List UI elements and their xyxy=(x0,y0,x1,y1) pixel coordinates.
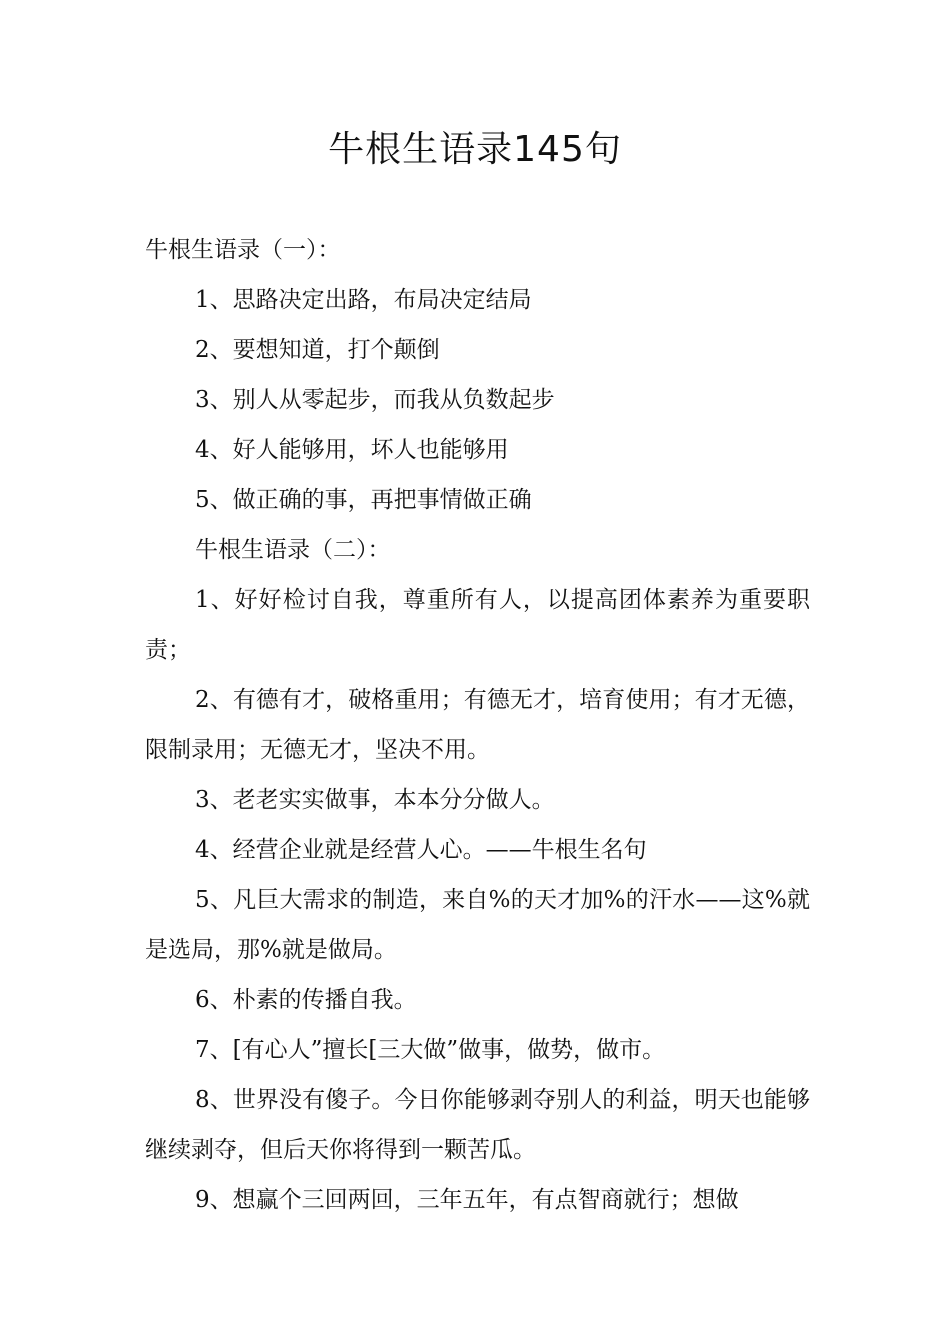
quote-item: 5、凡巨大需求的制造，来自%的天才加%的汗水——这%就是选局，那%就是做局。 xyxy=(145,887,810,963)
quote-item: 2、要想知道，打个颠倒 xyxy=(195,337,440,363)
quote-item: 1、思路决定出路，布局决定结局 xyxy=(195,287,532,313)
quote-item: 8、世界没有傻子。今日你能够剥夺别人的利益，明天也能够继续剥夺，但后天你将得到一颗苦瓜。 xyxy=(145,1087,810,1163)
quote-item: 3、别人从零起步，而我从负数起步 xyxy=(195,387,555,413)
quote-item: 6、朴素的传播自我。 xyxy=(195,987,417,1013)
quote-item: 4、好人能够用，坏人也能够用 xyxy=(195,437,509,463)
quote-item: 1、好好检讨自我，尊重所有人，以提高团体素养为重要职责； xyxy=(145,587,810,663)
quote-item: 7、[有心人”擅长[三大做”做事，做势，做市。 xyxy=(195,1037,666,1063)
section-heading: 牛根生语录（一）： xyxy=(145,237,341,263)
quote-item: 3、老老实实做事，本本分分做人。 xyxy=(195,787,555,813)
quote-item: 4、经营企业就是经营人心。——牛根生名句 xyxy=(195,837,647,863)
quote-item: 9、想赢个三回两回，三年五年，有点智商就行；想做 xyxy=(195,1187,739,1213)
section-heading: 牛根生语录（二）： xyxy=(195,537,391,563)
document-body xyxy=(145,225,810,1225)
quote-item: 5、做正确的事，再把事情做正确 xyxy=(195,487,532,513)
document-title: 牛根生语录145句 xyxy=(328,129,622,170)
quote-item: 2、有德有才，破格重用；有德无才，培育使用；有才无德，限制录用；无德无才，坚决不用。 xyxy=(145,687,810,763)
